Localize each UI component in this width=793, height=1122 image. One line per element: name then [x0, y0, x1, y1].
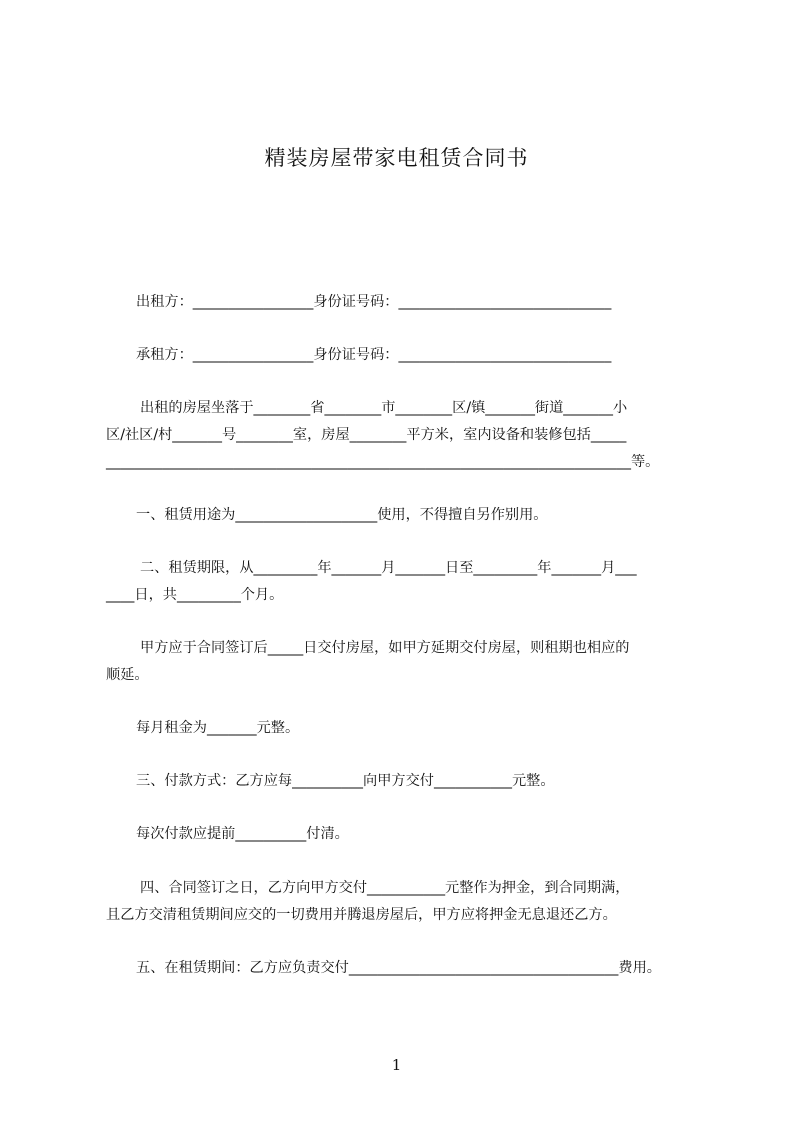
clause-2-term-line-1: 二、租赁期限，从_________年_______月_______日至_________年_______月___: [140, 560, 637, 576]
clause-3-payment: 三、付款方式：乙方应每__________向甲方交付___________元整。: [136, 773, 555, 789]
delivery-line-2: 顺延。: [106, 667, 149, 683]
location-line-1: 出租的房屋坐落于________省________市________区/镇_______街道_______小: [140, 400, 628, 416]
clause-2-term-line-2: ____日，共_________个月。: [106, 587, 284, 603]
clause-4-deposit-line-2: 且乙方交清租赁期间应交的一切费用并腾退房屋后，甲方应将押金无息退还乙方。: [106, 907, 617, 923]
monthly-rent-line: 每月租金为_______元整。: [136, 720, 300, 736]
clause-5-fees: 五、在租赁期间：乙方应负责交付______________________________________费用。: [136, 960, 661, 976]
clause-4-deposit-line-1: 四、合同签订之日，乙方向甲方交付___________元整作为押金，到合同期满，: [140, 880, 630, 896]
lessee-line: 承租方：_________________身份证号码：______________________________: [136, 347, 612, 363]
page-number: 1: [391, 1056, 402, 1074]
location-line-2: 区/社区/村_______号________室，房屋________平方米，室内设备和装修包括_____: [106, 427, 627, 443]
delivery-line-1: 甲方应于合同签订后_____日交付房屋，如甲方延期交付房屋，则租期也相应的: [140, 640, 630, 656]
clause-1-purpose: 一、租赁用途为____________________使用，不得擅自另作别用。: [136, 507, 548, 523]
advance-payment-line: 每次付款应提前__________付清。: [136, 826, 349, 842]
lessor-line: 出租方：_________________身份证号码：______________________________: [136, 294, 612, 310]
document-title: 精装房屋带家电租赁合同书: [264, 146, 529, 170]
location-line-3: __________________________________________________________________________等。: [106, 454, 660, 470]
